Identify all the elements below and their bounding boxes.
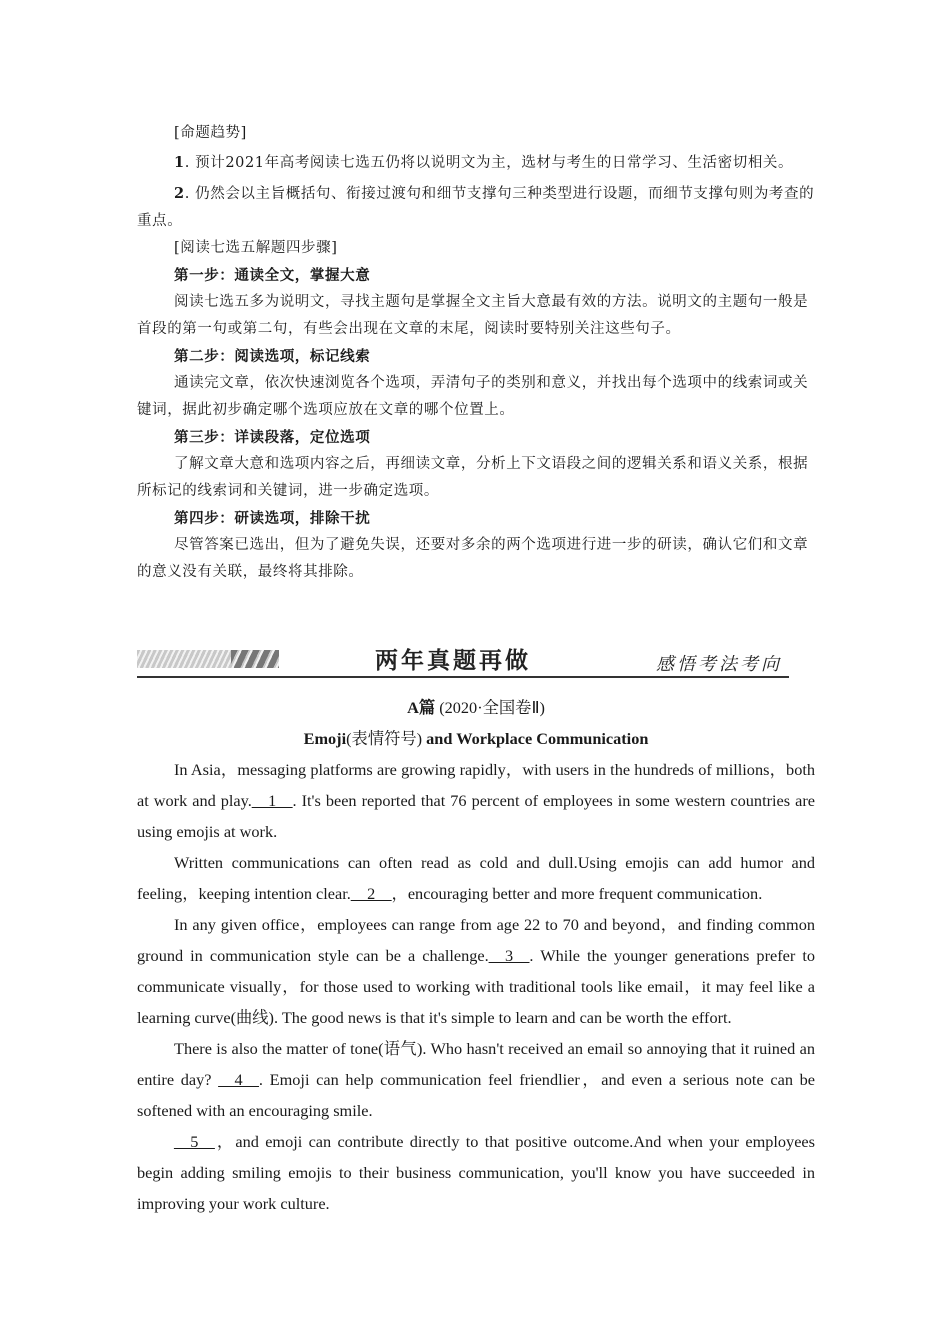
steps-heading: [阅读七选五解题四步骤] <box>174 240 338 256</box>
point-number: 1 <box>174 154 185 171</box>
trend-point-1 <box>137 149 815 177</box>
blank-2: __2__ <box>350 884 392 903</box>
paragraph-4 <box>137 1033 815 1126</box>
step-1-text: 阅读七选五多为说明文，寻找主题句是掌握全文主旨大意最有效的方法。说明文的主题句一般是首段的第一句或第二句，有些会出现在文章的末尾，阅读时要特别关注这些句子。 <box>137 294 809 337</box>
banner-stripes-decoration <box>137 650 279 668</box>
section-banner <box>137 642 789 678</box>
trend-section <box>137 120 815 586</box>
paragraph-3 <box>137 909 815 1033</box>
banner-subtitle: 感悟考法考向 <box>656 654 782 675</box>
paragraph-5 <box>137 1126 815 1219</box>
text: In any given office，employees can range from age 22 to 70 and beyond，and finding common ground in communication style can be a challenge. <box>137 915 815 965</box>
point-text: . 预计2021年高考阅读七选五仍将以说明文为主，选材与考生的日常学习、生活密切相关。 <box>184 155 794 171</box>
point-number: 2 <box>174 185 185 202</box>
step-1-title: 第一步：通读全文，掌握大意 <box>174 267 371 284</box>
step-2-title: 第二步：阅读选项，标记线索 <box>174 348 371 365</box>
point-text: . 仍然会以主旨概括句、衔接过渡句和细节支撑句三种类型进行设题，而细节支撑句则为考查的重点。 <box>137 186 815 229</box>
step-4-title: 第四步：研读选项，排除干扰 <box>174 510 371 527</box>
step-2-text: 通读完文章，依次快速浏览各个选项，弄清句子的类别和意义，并找出每个选项中的线索词或关键词，据此初步确定哪个选项应放在文章的哪个位置上。 <box>137 375 809 418</box>
text: . It's been reported that 76 percent of employees in some western countries are using emojis at work. <box>137 791 815 841</box>
step-3-title: 第三步：详读段落，定位选项 <box>174 429 371 446</box>
passage-title <box>137 723 815 754</box>
blank-5: __5__ <box>174 1132 215 1151</box>
text: . Emoji can help communication feel friendlier，and even a serious note can be softened with an encouraging smile. <box>137 1070 816 1120</box>
banner-title: 两年真题再做 <box>375 648 531 674</box>
blank-1: __1__ <box>251 791 293 810</box>
text: Written communications can often read as cold and dull.Using emojis can add humor and feeling，keeping intention clear. <box>137 853 815 903</box>
text: In Asia，messaging platforms are growing rapidly，with users in the hundreds of millions，both at work and play. <box>137 760 815 810</box>
trend-point-2 <box>137 180 815 235</box>
title-part: Emoji <box>303 729 347 748</box>
text: . While the younger generations prefer to communicate visually，for those used to working with traditional tools like email，it may feel like a learning curve(曲线). The good news is that it's simple to learn and can be worth the effort. <box>137 946 815 1027</box>
passage-source-line <box>137 692 815 723</box>
title-cn: (表情符号) <box>346 729 423 748</box>
paragraph-1 <box>137 754 815 847</box>
passage-label: A篇 <box>407 698 436 717</box>
blank-3: __3__ <box>488 946 530 965</box>
step-3-text: 了解文章大意和选项内容之后，再细读文章，分析上下文语段之间的逻辑关系和语义关系，根据所标记的线索词和关键词，进一步确定选项。 <box>137 456 809 499</box>
paragraph-2 <box>137 847 815 909</box>
title-part: and Workplace Communication <box>422 729 649 748</box>
text: ，encouraging better and more frequent communication. <box>391 884 763 903</box>
trend-heading: [命题趋势] <box>174 125 247 141</box>
text: ，and emoji can contribute directly to that positive outcome.And when your employees begin adding smiling emojis to their business communication, you'll know you have succeeded in improving your work culture. <box>137 1132 815 1213</box>
blank-4: __4__ <box>218 1070 259 1089</box>
step-4-text: 尽管答案已选出，但为了避免失误，还要对多余的两个选项进行进一步的研读，确认它们和文章的意义没有关联，最终将其排除。 <box>137 537 809 580</box>
passage-source: (2020·全国卷Ⅱ) <box>435 698 545 717</box>
text: There is also the matter of tone(语气). Who hasn't received an email so annoying that it ruined an entire day? <box>137 1039 815 1089</box>
passage <box>137 692 815 1219</box>
